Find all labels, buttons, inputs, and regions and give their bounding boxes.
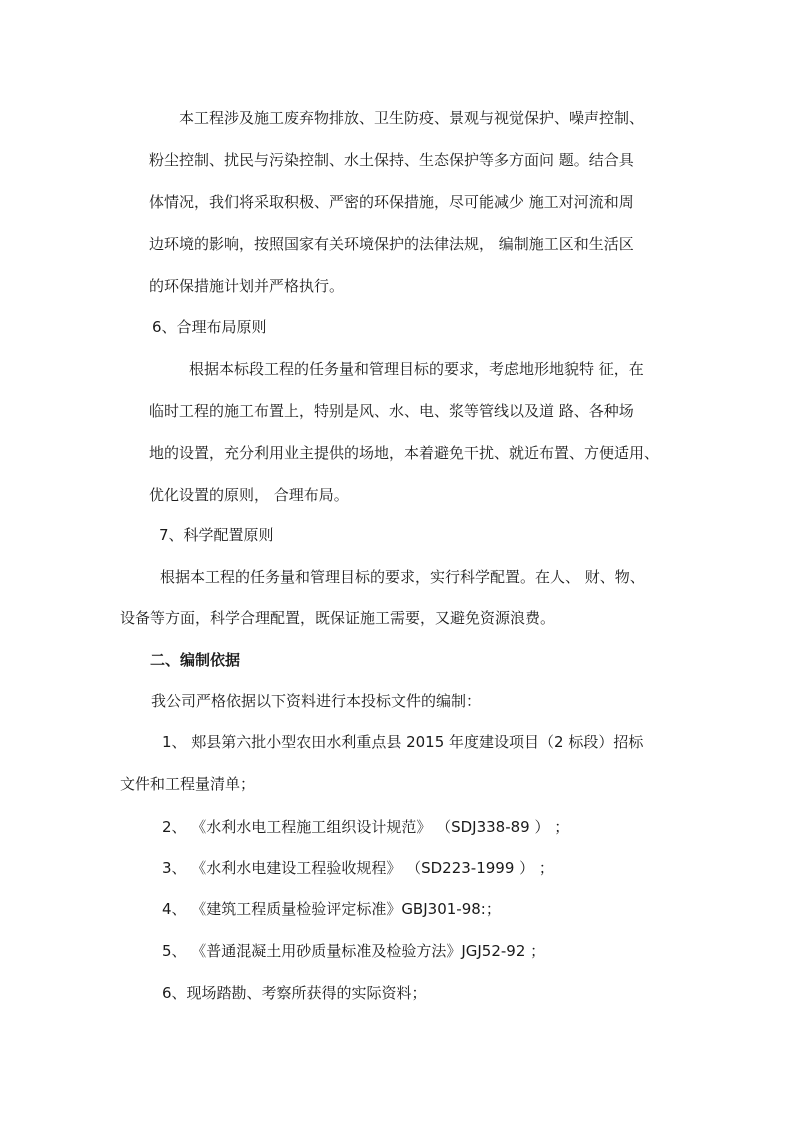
science-paragraph-line-1: 根据本工程的任务量和管理目标的要求，实行科学配置。在人、 财、物、	[160, 568, 645, 586]
layout-paragraph-line-4: 优化设置的原则， 合理布局。	[149, 486, 349, 504]
env-paragraph-line-4: 边环境的影响，按照国家有关环境保护的法律法规， 编制施工区和生活区	[149, 235, 634, 253]
env-paragraph-line-5: 的环保措施计划并严格执行。	[149, 277, 345, 295]
layout-paragraph-line-2: 临时工程的施工布置上，特别是风、水、电、浆等管线以及道 路、各种场	[149, 402, 634, 420]
layout-paragraph-line-3: 地的设置，充分利用业主提供的场地，本着避免干扰、就近布置、方便适用、	[149, 444, 660, 462]
science-paragraph-line-2: 设备等方面，科学合理配置，既保证施工需要，又避免资源浪费。	[120, 609, 556, 627]
env-paragraph-line-2: 粉尘控制、扰民与污染控制、水土保持、生态保护等多方面问 题。结合具	[149, 151, 634, 169]
env-paragraph-line-1: 本工程涉及施工废弃物排放、卫生防疫、景观与视觉保护、噪声控制、	[179, 109, 645, 127]
env-paragraph-line-3: 体情况，我们将采取积极、严密的环保措施，尽可能减少 施工对河流和周	[149, 193, 634, 211]
section-heading-basis: 二、编制依据	[150, 651, 241, 669]
layout-paragraph-line-1: 根据本标段工程的任务量和管理目标的要求，考虑地形地貌特 征，在	[189, 360, 644, 378]
section-heading-science: 7、科学配置原则	[159, 526, 274, 544]
basis-item-4: 4、 《建筑工程质量检验评定标准》GBJ301-98:；	[162, 900, 501, 918]
basis-item-2: 2、 《水利水电工程施工组织设计规范》 （SDJ338-89 ） ；	[162, 818, 570, 836]
basis-item-3: 3、 《水利水电建设工程验收规程》 （SD223-1999 ） ；	[162, 859, 554, 877]
basis-item-5: 5、 《普通混凝土用砂质量标准及检验方法》JGJ52-92 ；	[162, 942, 546, 960]
basis-item-1-line-1: 1、 郏县第六批小型农田水利重点县 2015 年度建设项目（2 标段）招标	[162, 733, 644, 751]
basis-item-1-line-2: 文件和工程量清单；	[120, 775, 256, 793]
basis-intro: 我公司严格依据以下资料进行本投标文件的编制：	[151, 692, 482, 710]
basis-item-6: 6、现场踏勘、考察所获得的实际资料；	[162, 984, 427, 1002]
section-heading-layout: 6、合理布局原则	[152, 318, 267, 336]
